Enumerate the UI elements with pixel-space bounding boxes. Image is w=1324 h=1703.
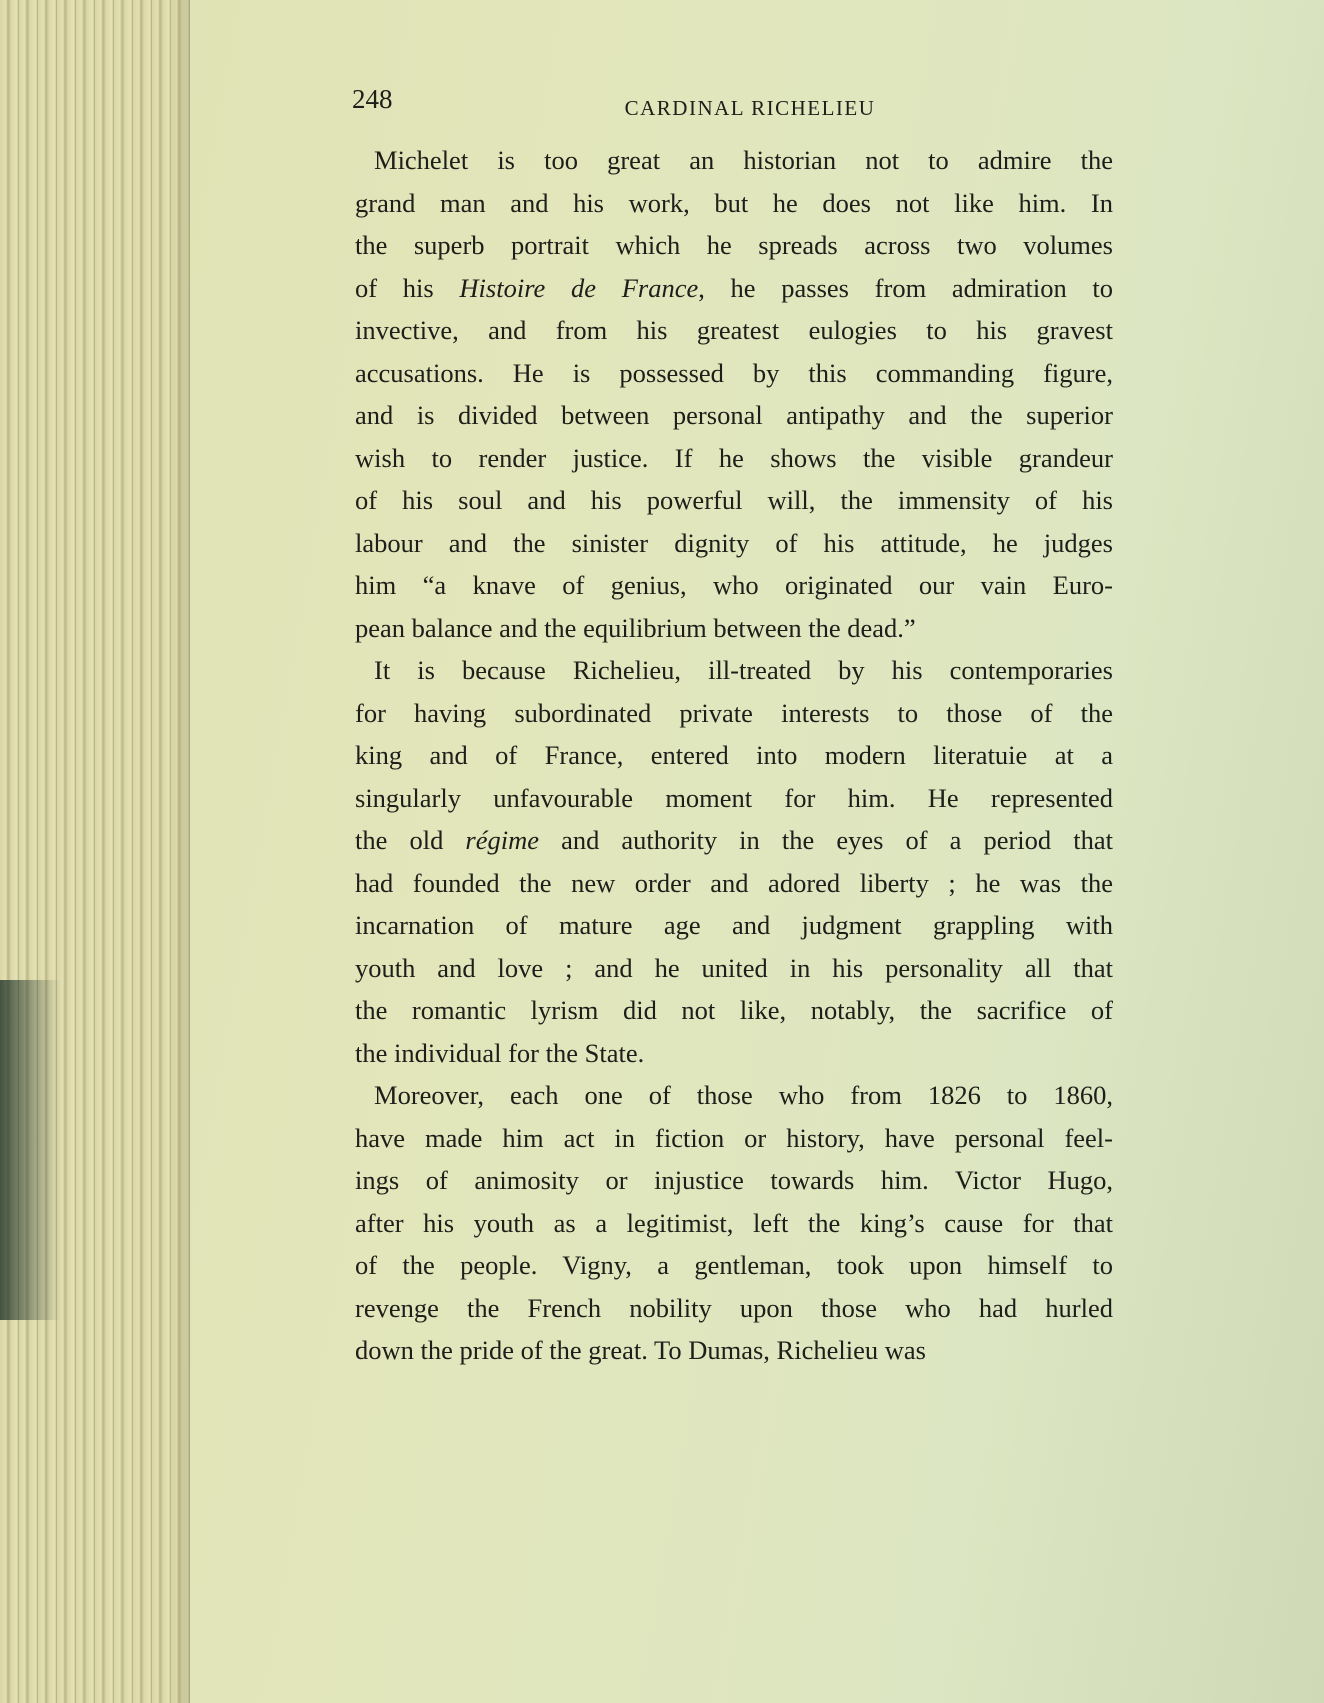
text-segment: the superb portrait which he spreads across two volumes [355,230,1113,260]
text-segment: the romantic lyrism did not like, notably, the sacrifice of [355,995,1113,1025]
text-line [355,564,1113,607]
text-segment: incarnation of mature age and judgment grappling with [355,910,1113,940]
text-line [355,1117,1113,1160]
text-segment: wish to render justice. If he shows the visible grandeur [355,442,1113,473]
text-segment: of his [355,272,460,303]
page-edges [0,0,190,1703]
text-segment: labour and the sinister dignity of his attitude, he judges [355,527,1113,558]
text-segment: him “a knave of genius, who originated our vain Euro- [355,570,1113,600]
text-segment: the old [355,825,466,855]
text-line [355,139,1113,182]
text-line [355,1244,1113,1287]
text-segment: accusations. He is possessed by this commanding figure, [355,357,1113,388]
edge-shadow [0,980,60,1320]
text-segment: pean balance and the equilibrium between the dead.” [355,612,916,643]
text-segment: youth and love ; and he united in his personality all that [355,952,1113,983]
text-segment: ings of animosity or injustice towards him. Victor Hugo, [355,1165,1113,1195]
text-line [355,224,1113,267]
page-number: 248 [352,84,393,114]
text-segment: the individual for the State. [355,1037,645,1068]
italic-text: régime [465,825,539,855]
text-line [355,437,1113,480]
text-segment: , he passes from admiration to [698,272,1114,303]
text-line [355,989,1113,1032]
text-line [355,1159,1113,1202]
text-line [355,1202,1113,1245]
text-segment: after his youth as a legitimist, left the king’s cause for that [355,1207,1113,1238]
text-line [355,267,1113,310]
italic-text: Histoire de France [459,272,699,303]
text-segment: singularly unfavourable moment for him. He represented [355,782,1113,813]
body-text [355,139,1113,1372]
text-segment: It is because Richelieu, ill-treated by his contemporaries [374,655,1113,685]
text-segment: Michelet is too great an historian not to admire the [374,145,1113,175]
text-segment: had founded the new order and adored liberty ; he was the [355,867,1113,898]
text-line [355,777,1113,820]
text-line [355,1287,1113,1330]
text-segment: and is divided between personal antipathy and the superior [355,400,1113,430]
text-segment: revenge the French nobility upon those who had hurled [355,1292,1113,1323]
text-segment: king and of France, entered into modern literatuie at a [355,740,1113,770]
running-head: CARDINAL RICHELIEU [624,96,876,120]
text-segment: for having subordinated private interests to those of the [355,697,1113,728]
text-line [355,352,1113,395]
text-line [355,904,1113,947]
text-line [355,182,1113,225]
text-line [355,522,1113,565]
text-line [355,947,1113,990]
text-segment: and authority in the eyes of a period that [539,825,1113,855]
text-line [355,1074,1113,1117]
text-segment: of his soul and his powerful will, the immensity of his [355,485,1113,515]
text-segment: invective, and from his greatest eulogies to his gravest [355,315,1113,345]
text-line [355,649,1113,692]
text-line [355,692,1113,735]
text-line [355,862,1113,905]
text-line [355,607,1113,650]
text-line [355,1329,1113,1372]
text-line [355,819,1113,862]
text-line [355,1032,1113,1075]
text-segment: of the people. Vigny, a gentleman, took upon himself to [355,1250,1113,1280]
text-segment: have made him act in fiction or history, have personal feel- [355,1122,1113,1153]
text-segment: Moreover, each one of those who from 1826 to 1860, [374,1080,1113,1110]
text-line [355,309,1113,352]
text-segment: grand man and his work, but he does not like him. In [355,187,1113,218]
text-line [355,734,1113,777]
text-line [355,394,1113,437]
text-line [355,479,1113,522]
text-segment: down the pride of the great. To Dumas, Richelieu was [355,1335,926,1365]
